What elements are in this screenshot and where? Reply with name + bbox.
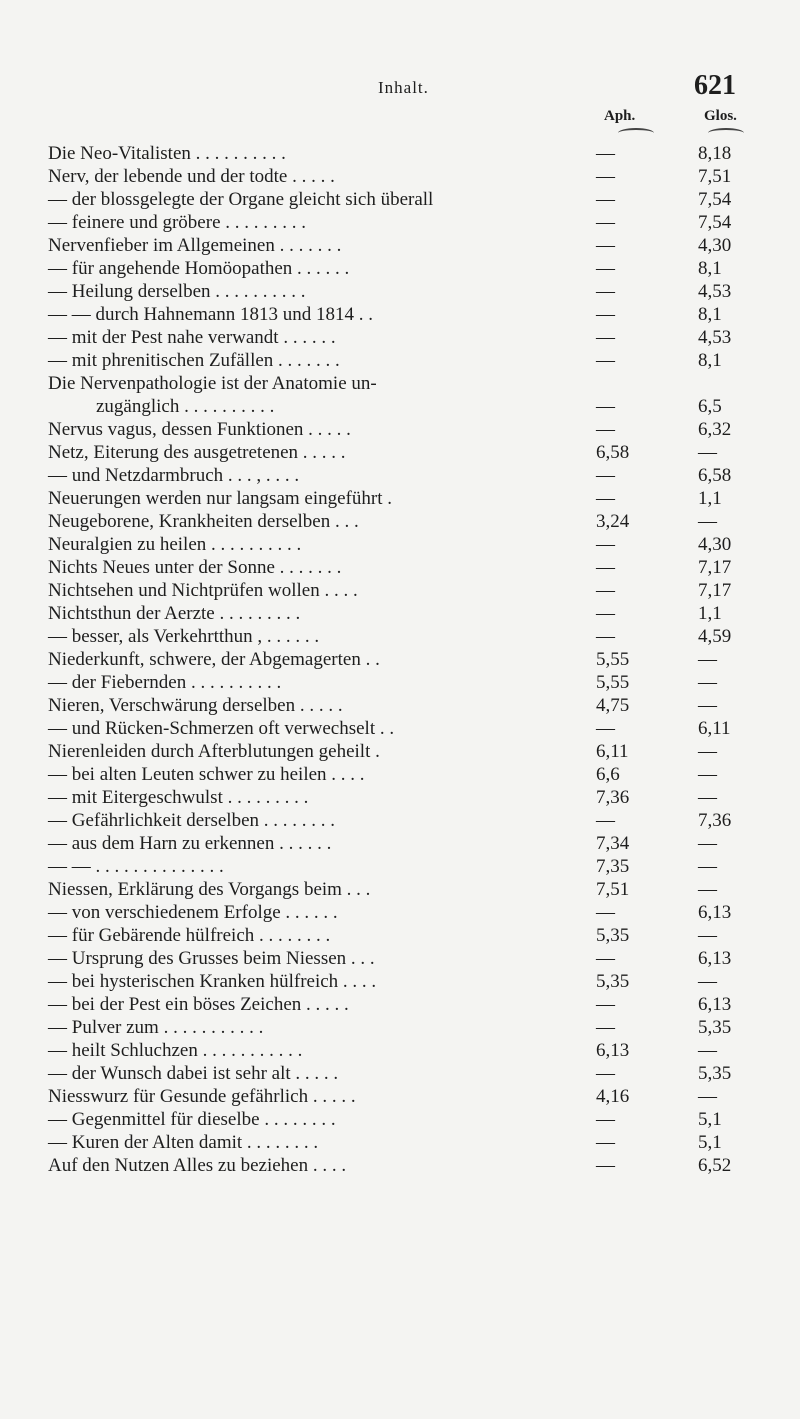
index-entry bbox=[48, 464, 768, 487]
entry-text: — heilt Schluchzen . . . . . . . . . . . bbox=[48, 1040, 303, 1061]
entry-glos-ref: 6,13 bbox=[698, 994, 732, 1015]
entry-aph-ref: 6,11 bbox=[596, 741, 629, 762]
index-entry bbox=[48, 280, 768, 303]
entry-aph-ref: 7,51 bbox=[596, 879, 630, 900]
index-entry bbox=[48, 924, 768, 947]
entry-aph-ref: — bbox=[596, 557, 615, 578]
entry-glos-ref: 4,53 bbox=[698, 327, 732, 348]
entry-glos-ref: — bbox=[698, 741, 717, 762]
entry-text: — für angehende Homöopathen . . . . . . bbox=[48, 258, 350, 279]
entry-text: Nichts Neues unter der Sonne . . . . . . . bbox=[48, 557, 342, 578]
entry-aph-ref: — bbox=[596, 281, 615, 302]
entry-text: — Heilung derselben . . . . . . . . . . bbox=[48, 281, 306, 302]
entry-glos-ref: — bbox=[698, 695, 717, 716]
entry-glos-ref: — bbox=[698, 971, 717, 992]
entry-glos-ref: 1,1 bbox=[698, 603, 722, 624]
index-entry bbox=[48, 1062, 768, 1085]
entry-glos-ref: 4,30 bbox=[698, 534, 732, 555]
entry-text: — mit der Pest nahe verwandt . . . . . . bbox=[48, 327, 336, 348]
entry-aph-ref: — bbox=[596, 419, 615, 440]
index-entries bbox=[48, 142, 768, 1177]
entry-glos-ref: 6,13 bbox=[698, 948, 732, 969]
entry-aph-ref: — bbox=[596, 166, 615, 187]
entry-aph-ref: — bbox=[596, 488, 615, 509]
entry-glos-ref: 6,52 bbox=[698, 1155, 732, 1176]
entry-glos-ref: — bbox=[698, 787, 717, 808]
index-entry bbox=[48, 786, 768, 809]
brace-ornament-aph bbox=[618, 128, 654, 138]
entry-text: — Gefährlichkeit derselben . . . . . . . . bbox=[48, 810, 336, 831]
entry-text: — Kuren der Alten damit . . . . . . . . bbox=[48, 1132, 319, 1153]
entry-glos-ref: 8,1 bbox=[698, 350, 722, 371]
index-entry bbox=[48, 717, 768, 740]
entry-glos-ref: — bbox=[698, 672, 717, 693]
entry-text: Auf den Nutzen Alles zu beziehen . . . . bbox=[48, 1155, 347, 1176]
entry-glos-ref: 6,5 bbox=[698, 396, 722, 417]
entry-aph-ref: — bbox=[596, 1109, 615, 1130]
entry-text: — der Fiebernden . . . . . . . . . . bbox=[48, 672, 282, 693]
index-entry bbox=[48, 372, 768, 395]
entry-text: Nieren, Verschwärung derselben . . . . . bbox=[48, 695, 343, 716]
entry-glos-ref: 5,35 bbox=[698, 1063, 732, 1084]
entry-text: — von verschiedenem Erfolge . . . . . . bbox=[48, 902, 338, 923]
entry-glos-ref: 7,17 bbox=[698, 580, 732, 601]
entry-glos-ref: — bbox=[698, 442, 717, 463]
page-number: 621 bbox=[694, 70, 736, 101]
index-entry bbox=[48, 993, 768, 1016]
entry-aph-ref: — bbox=[596, 902, 615, 923]
entry-text: — aus dem Harn zu erkennen . . . . . . bbox=[48, 833, 332, 854]
entry-aph-ref: — bbox=[596, 948, 615, 969]
index-entry bbox=[48, 487, 768, 510]
index-entry bbox=[48, 510, 768, 533]
entry-glos-ref: 4,30 bbox=[698, 235, 732, 256]
entry-aph-ref: — bbox=[596, 1017, 615, 1038]
entry-text: — mit Eitergeschwulst . . . . . . . . . bbox=[48, 787, 309, 808]
entry-text: Niessen, Erklärung des Vorgangs beim . . . bbox=[48, 879, 371, 900]
entry-aph-ref: — bbox=[596, 235, 615, 256]
entry-aph-ref: 5,55 bbox=[596, 649, 630, 670]
index-entry bbox=[48, 1039, 768, 1062]
index-entry bbox=[48, 1108, 768, 1131]
entry-text: — mit phrenitischen Zufällen . . . . . . . bbox=[48, 350, 340, 371]
entry-aph-ref: — bbox=[596, 1132, 615, 1153]
entry-aph-ref: 4,16 bbox=[596, 1086, 630, 1107]
entry-glos-ref: 7,54 bbox=[698, 189, 732, 210]
entry-text: Niederkunft, schwere, der Abgemagerten . . bbox=[48, 649, 380, 670]
index-entry bbox=[48, 1131, 768, 1154]
entry-text: — Gegenmittel für dieselbe . . . . . . . . bbox=[48, 1109, 336, 1130]
index-entry bbox=[48, 418, 768, 441]
entry-text: Nierenleiden durch Afterblutungen geheilt . bbox=[48, 741, 380, 762]
index-entry bbox=[48, 303, 768, 326]
index-entry bbox=[48, 188, 768, 211]
entry-aph-ref: — bbox=[596, 580, 615, 601]
entry-text: Nichtsehen und Nichtprüfen wollen . . . . bbox=[48, 580, 358, 601]
index-entry bbox=[48, 901, 768, 924]
index-entry bbox=[48, 1085, 768, 1108]
entry-aph-ref: — bbox=[596, 143, 615, 164]
entry-text: Netz, Eiterung des ausgetretenen . . . . . bbox=[48, 442, 346, 463]
column-heading-glos: Glos. bbox=[704, 108, 737, 124]
entry-glos-ref: 5,1 bbox=[698, 1132, 722, 1153]
index-entry bbox=[48, 809, 768, 832]
entry-aph-ref: — bbox=[596, 603, 615, 624]
running-head: Inhalt. bbox=[378, 78, 429, 97]
entry-text: — der Wunsch dabei ist sehr alt . . . . . bbox=[48, 1063, 339, 1084]
entry-glos-ref: 5,35 bbox=[698, 1017, 732, 1038]
entry-glos-ref: 4,59 bbox=[698, 626, 732, 647]
index-entry bbox=[48, 211, 768, 234]
index-entry bbox=[48, 740, 768, 763]
entry-glos-ref: — bbox=[698, 511, 717, 532]
entry-glos-ref: 8,1 bbox=[698, 304, 722, 325]
index-entry bbox=[48, 395, 768, 418]
entry-text: — — . . . . . . . . . . . . . . bbox=[48, 856, 224, 877]
index-entry bbox=[48, 970, 768, 993]
index-entry bbox=[48, 142, 768, 165]
entry-aph-ref: 5,55 bbox=[596, 672, 630, 693]
brace-ornament-glos bbox=[708, 128, 744, 138]
entry-glos-ref: 1,1 bbox=[698, 488, 722, 509]
index-entry bbox=[48, 533, 768, 556]
entry-text: — bei alten Leuten schwer zu heilen . . . . bbox=[48, 764, 365, 785]
entry-text: Nichtsthun der Aerzte . . . . . . . . . bbox=[48, 603, 301, 624]
entry-aph-ref: — bbox=[596, 189, 615, 210]
entry-aph-ref: — bbox=[596, 258, 615, 279]
entry-glos-ref: 6,11 bbox=[698, 718, 731, 739]
entry-text: — besser, als Verkehrtthun , . . . . . . bbox=[48, 626, 320, 647]
entry-aph-ref: — bbox=[596, 626, 615, 647]
entry-glos-ref: — bbox=[698, 764, 717, 785]
column-heading-aph: Aph. bbox=[604, 108, 636, 124]
entry-aph-ref: 5,35 bbox=[596, 971, 630, 992]
entry-glos-ref: 7,54 bbox=[698, 212, 732, 233]
entry-glos-ref: — bbox=[698, 879, 717, 900]
entry-aph-ref: 7,35 bbox=[596, 856, 630, 877]
entry-text: Neuerungen werden nur langsam eingeführt . bbox=[48, 488, 392, 509]
index-entry bbox=[48, 694, 768, 717]
entry-text: Die Neo-Vitalisten . . . . . . . . . . bbox=[48, 143, 286, 164]
entry-glos-ref: 7,51 bbox=[698, 166, 732, 187]
index-entry bbox=[48, 947, 768, 970]
entry-aph-ref: — bbox=[596, 350, 615, 371]
entry-text: — Pulver zum . . . . . . . . . . . bbox=[48, 1017, 264, 1038]
entry-text: — bei hysterischen Kranken hülfreich . . . . bbox=[48, 971, 377, 992]
entry-glos-ref: — bbox=[698, 856, 717, 877]
entry-glos-ref: — bbox=[698, 925, 717, 946]
entry-glos-ref: 8,18 bbox=[698, 143, 732, 164]
entry-glos-ref: 6,32 bbox=[698, 419, 732, 440]
entry-text: — Ursprung des Grusses beim Niessen . . . bbox=[48, 948, 375, 969]
entry-text: Neuralgien zu heilen . . . . . . . . . . bbox=[48, 534, 302, 555]
entry-text: — — durch Hahnemann 1813 und 1814 . . bbox=[48, 304, 374, 325]
index-entry bbox=[48, 671, 768, 694]
entry-glos-ref: — bbox=[698, 649, 717, 670]
entry-text: Nervenfieber im Allgemeinen . . . . . . . bbox=[48, 235, 342, 256]
entry-aph-ref: — bbox=[596, 1063, 615, 1084]
entry-glos-ref: 7,17 bbox=[698, 557, 732, 578]
index-entry bbox=[48, 1016, 768, 1039]
entry-glos-ref: 6,13 bbox=[698, 902, 732, 923]
entry-aph-ref: — bbox=[596, 994, 615, 1015]
entry-aph-ref: — bbox=[596, 718, 615, 739]
entry-glos-ref: 7,36 bbox=[698, 810, 732, 831]
entry-aph-ref: — bbox=[596, 396, 615, 417]
entry-text: zugänglich . . . . . . . . . . bbox=[96, 396, 275, 417]
entry-glos-ref: 5,1 bbox=[698, 1109, 722, 1130]
index-entry bbox=[48, 1154, 768, 1177]
index-entry bbox=[48, 602, 768, 625]
index-entry bbox=[48, 855, 768, 878]
index-entry bbox=[48, 625, 768, 648]
entry-aph-ref: 7,36 bbox=[596, 787, 630, 808]
entry-aph-ref: — bbox=[596, 534, 615, 555]
entry-glos-ref: 6,58 bbox=[698, 465, 732, 486]
index-entry bbox=[48, 234, 768, 257]
entry-text: — bei der Pest ein böses Zeichen . . . . . bbox=[48, 994, 349, 1015]
entry-aph-ref: 6,6 bbox=[596, 764, 620, 785]
entry-aph-ref: — bbox=[596, 465, 615, 486]
entry-glos-ref: 8,1 bbox=[698, 258, 722, 279]
entry-text: — der blossgelegte der Organe gleicht sich überall bbox=[48, 189, 434, 210]
entry-aph-ref: 7,34 bbox=[596, 833, 630, 854]
entry-text: Niesswurz für Gesunde gefährlich . . . . . bbox=[48, 1086, 356, 1107]
entry-glos-ref: — bbox=[698, 833, 717, 854]
entry-text: Nerv, der lebende und der todte . . . . . bbox=[48, 166, 335, 187]
index-entry bbox=[48, 349, 768, 372]
index-entry bbox=[48, 556, 768, 579]
index-entry bbox=[48, 441, 768, 464]
entry-aph-ref: 3,24 bbox=[596, 511, 630, 532]
index-entry bbox=[48, 165, 768, 188]
index-entry bbox=[48, 579, 768, 602]
entry-text: — und Rücken-Schmerzen oft verwechselt . . bbox=[48, 718, 395, 739]
index-entry bbox=[48, 648, 768, 671]
entry-text: — feinere und gröbere . . . . . . . . . bbox=[48, 212, 307, 233]
entry-text: — für Gebärende hülfreich . . . . . . . . bbox=[48, 925, 331, 946]
index-entry bbox=[48, 832, 768, 855]
entry-aph-ref: — bbox=[596, 327, 615, 348]
index-entry bbox=[48, 878, 768, 901]
entry-aph-ref: 6,13 bbox=[596, 1040, 630, 1061]
entry-aph-ref: 5,35 bbox=[596, 925, 630, 946]
entry-text: Nervus vagus, dessen Funktionen . . . . . bbox=[48, 419, 351, 440]
entry-aph-ref: — bbox=[596, 304, 615, 325]
entry-text: — und Netzdarmbruch . . . , . . . . bbox=[48, 465, 300, 486]
index-entry bbox=[48, 763, 768, 786]
entry-aph-ref: — bbox=[596, 212, 615, 233]
entry-glos-ref: — bbox=[698, 1086, 717, 1107]
entry-text: Neugeborene, Krankheiten derselben . . . bbox=[48, 511, 359, 532]
index-entry bbox=[48, 326, 768, 349]
entry-glos-ref: — bbox=[698, 1040, 717, 1061]
entry-aph-ref: 6,58 bbox=[596, 442, 630, 463]
index-entry bbox=[48, 257, 768, 280]
entry-aph-ref: 4,75 bbox=[596, 695, 630, 716]
entry-aph-ref: — bbox=[596, 1155, 615, 1176]
entry-aph-ref: — bbox=[596, 810, 615, 831]
entry-glos-ref: 4,53 bbox=[698, 281, 732, 302]
entry-text: Die Nervenpathologie ist der Anatomie un- bbox=[48, 373, 377, 394]
